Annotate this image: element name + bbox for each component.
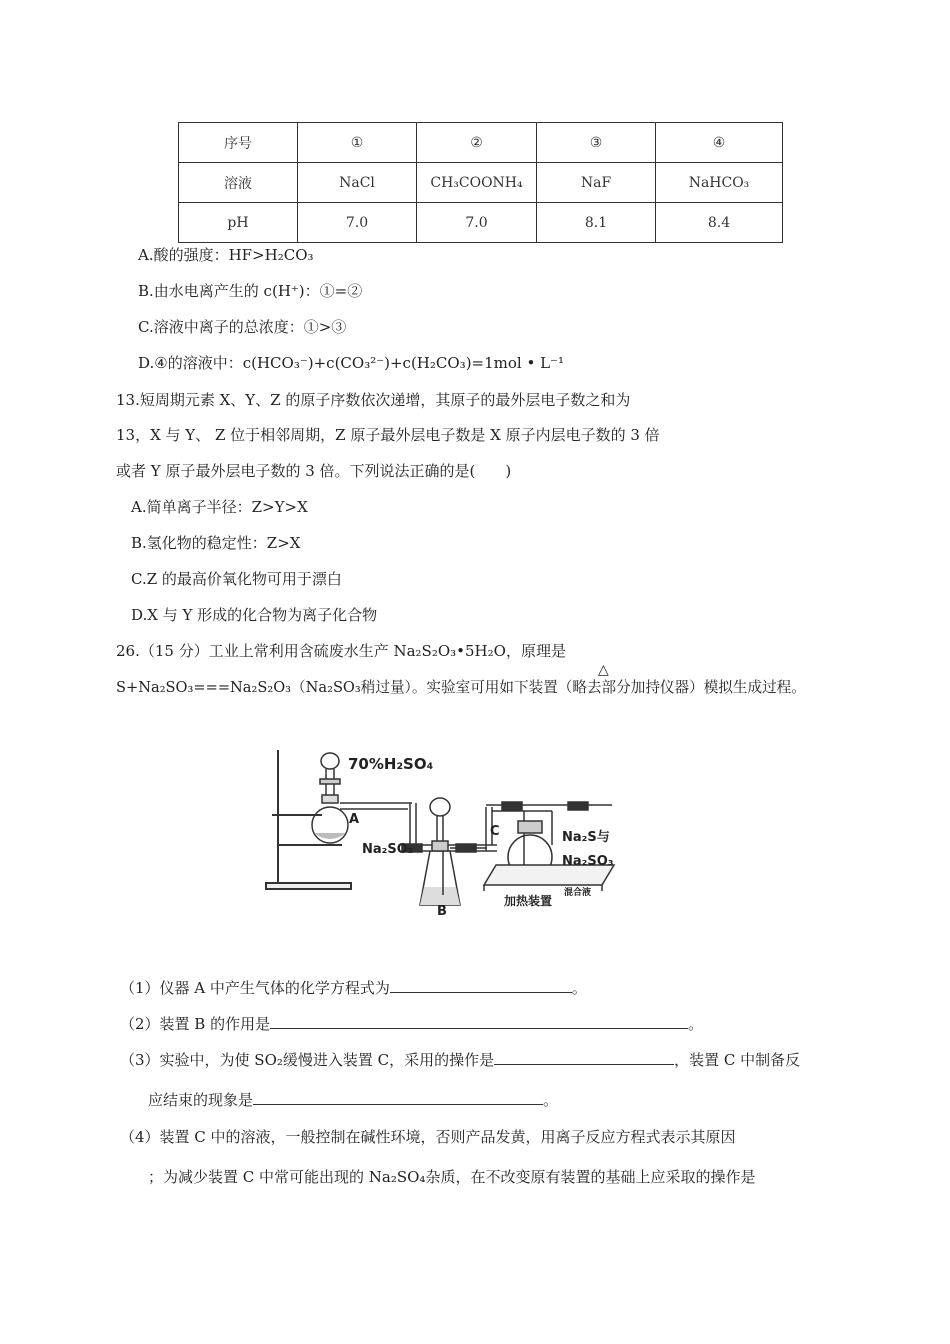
question-1: [120, 976, 587, 998]
question-1-text: （1）仪器 A 中产生气体的化学方程式为: [120, 979, 390, 997]
question-3-line-1: [120, 1048, 800, 1070]
table-cell: 8.1: [537, 203, 656, 243]
q13-option-d: D.X 与 Y 形成的化合物为离子化合物: [131, 606, 378, 624]
answer-blank-3a[interactable]: [494, 1048, 674, 1065]
table-cell: 7.0: [417, 203, 537, 243]
table-header-cell: ③: [537, 123, 656, 163]
iron-stand: [266, 750, 351, 889]
question-4-line-1: （4）装置 C 中的溶液，一般控制在碱性环境，否则产品发黄，用离子反应方程式表示其原因: [120, 1128, 736, 1146]
q12-option-d: D.④的溶液中：c(HCO₃⁻)+c(CO₃²⁻)+c(H₂CO₃)=1mol • L⁻¹: [138, 354, 564, 372]
label-a: A: [349, 812, 360, 827]
reagent-a-label: Na₂SO₃: [362, 842, 414, 857]
q12-option-b: B.由水电离产生的 c(H⁺)：①=②: [138, 282, 363, 300]
q13-stem-line-1: 13.短周期元素 X、Y、Z 的原子序数依次递增，其原子的最外层电子数之和为: [116, 391, 631, 409]
label-c: C: [490, 824, 500, 839]
q13-option-a: A.简单离子半径：Z>Y>X: [131, 498, 308, 516]
table-header-cell: 序号: [179, 123, 298, 163]
table-cell: 7.0: [298, 203, 417, 243]
heater-label: 加热装置: [504, 894, 553, 908]
q13-option-b: B.氢化物的稳定性：Z>X: [131, 534, 301, 552]
question-2-text: （2）装置 B 的作用是: [120, 1015, 271, 1033]
question-1-end: 。: [571, 979, 587, 997]
table-row: [179, 163, 783, 203]
q12-option-a: A.酸的强度：HF>H₂CO₃: [138, 246, 314, 264]
q13-option-c: C.Z 的最高价氧化物可用于漂白: [131, 570, 342, 588]
apparatus-diagram: [262, 745, 622, 920]
mixture-label: 混合液: [564, 888, 592, 898]
table-cell: CH₃COONH₄: [417, 163, 537, 203]
question-2: [120, 1012, 703, 1034]
table-row: [179, 203, 783, 243]
q13-stem-line-3: 或者 Y 原子最外层电子数的 3 倍。下列说法正确的是( ): [116, 462, 512, 480]
question-4-line-2: ；为减少装置 C 中常可能出现的 Na₂SO₄杂质，在不改变原有装置的基础上应采取的操作是: [148, 1168, 756, 1186]
question-3-end: ，装置 C 中制备反: [674, 1051, 801, 1069]
table-header-cell: ①: [298, 123, 417, 163]
answer-blank-2[interactable]: [270, 1012, 688, 1029]
q13-stem-line-2: 13，X 与 Y、 Z 位于相邻周期，Z 原子最外层电子数是 X 原子内层电子数的 3 倍: [116, 426, 660, 444]
table-header-cell: ④: [656, 123, 783, 163]
question-3b-text: 应结束的现象是: [148, 1091, 254, 1109]
answer-blank-1[interactable]: [390, 976, 572, 993]
table-cell: NaF: [537, 163, 656, 203]
q26-stem-line-2: S+Na₂SO₃===Na₂S₂O₃（Na₂SO₃稍过量）。实验室可用如下装置（略去部分加持仪器）模拟生成过程。: [116, 679, 806, 696]
heat-triangle-symbol: △: [598, 662, 609, 678]
table-header-row: [179, 123, 783, 163]
table-cell: pH: [179, 203, 298, 243]
ph-table: [178, 122, 783, 243]
answer-blank-3b[interactable]: [253, 1088, 543, 1105]
table-cell: 8.4: [656, 203, 783, 243]
reagent-c-line-2: Na₂SO₃: [562, 854, 614, 869]
acid-label: 70%H₂SO₄: [348, 755, 434, 773]
q26-stem-line-1: 26.（15 分）工业上常利用含硫废水生产 Na₂S₂O₃•5H₂O，原理是: [116, 642, 566, 660]
question-3-text: （3）实验中，为使 SO₂缓慢进入装置 C，采用的操作是: [120, 1051, 495, 1069]
q12-option-c: C.溶液中离子的总浓度：①>③: [138, 318, 347, 336]
table-header-cell: ②: [417, 123, 537, 163]
table-cell: NaHCO₃: [656, 163, 783, 203]
table-cell: 溶液: [179, 163, 298, 203]
question-3-line-2: [148, 1088, 558, 1110]
label-b: B: [437, 904, 447, 919]
question-3b-end: 。: [543, 1091, 559, 1109]
reagent-c-line-1: Na₂S与: [562, 830, 610, 845]
table-cell: NaCl: [298, 163, 417, 203]
question-2-end: 。: [688, 1015, 704, 1033]
